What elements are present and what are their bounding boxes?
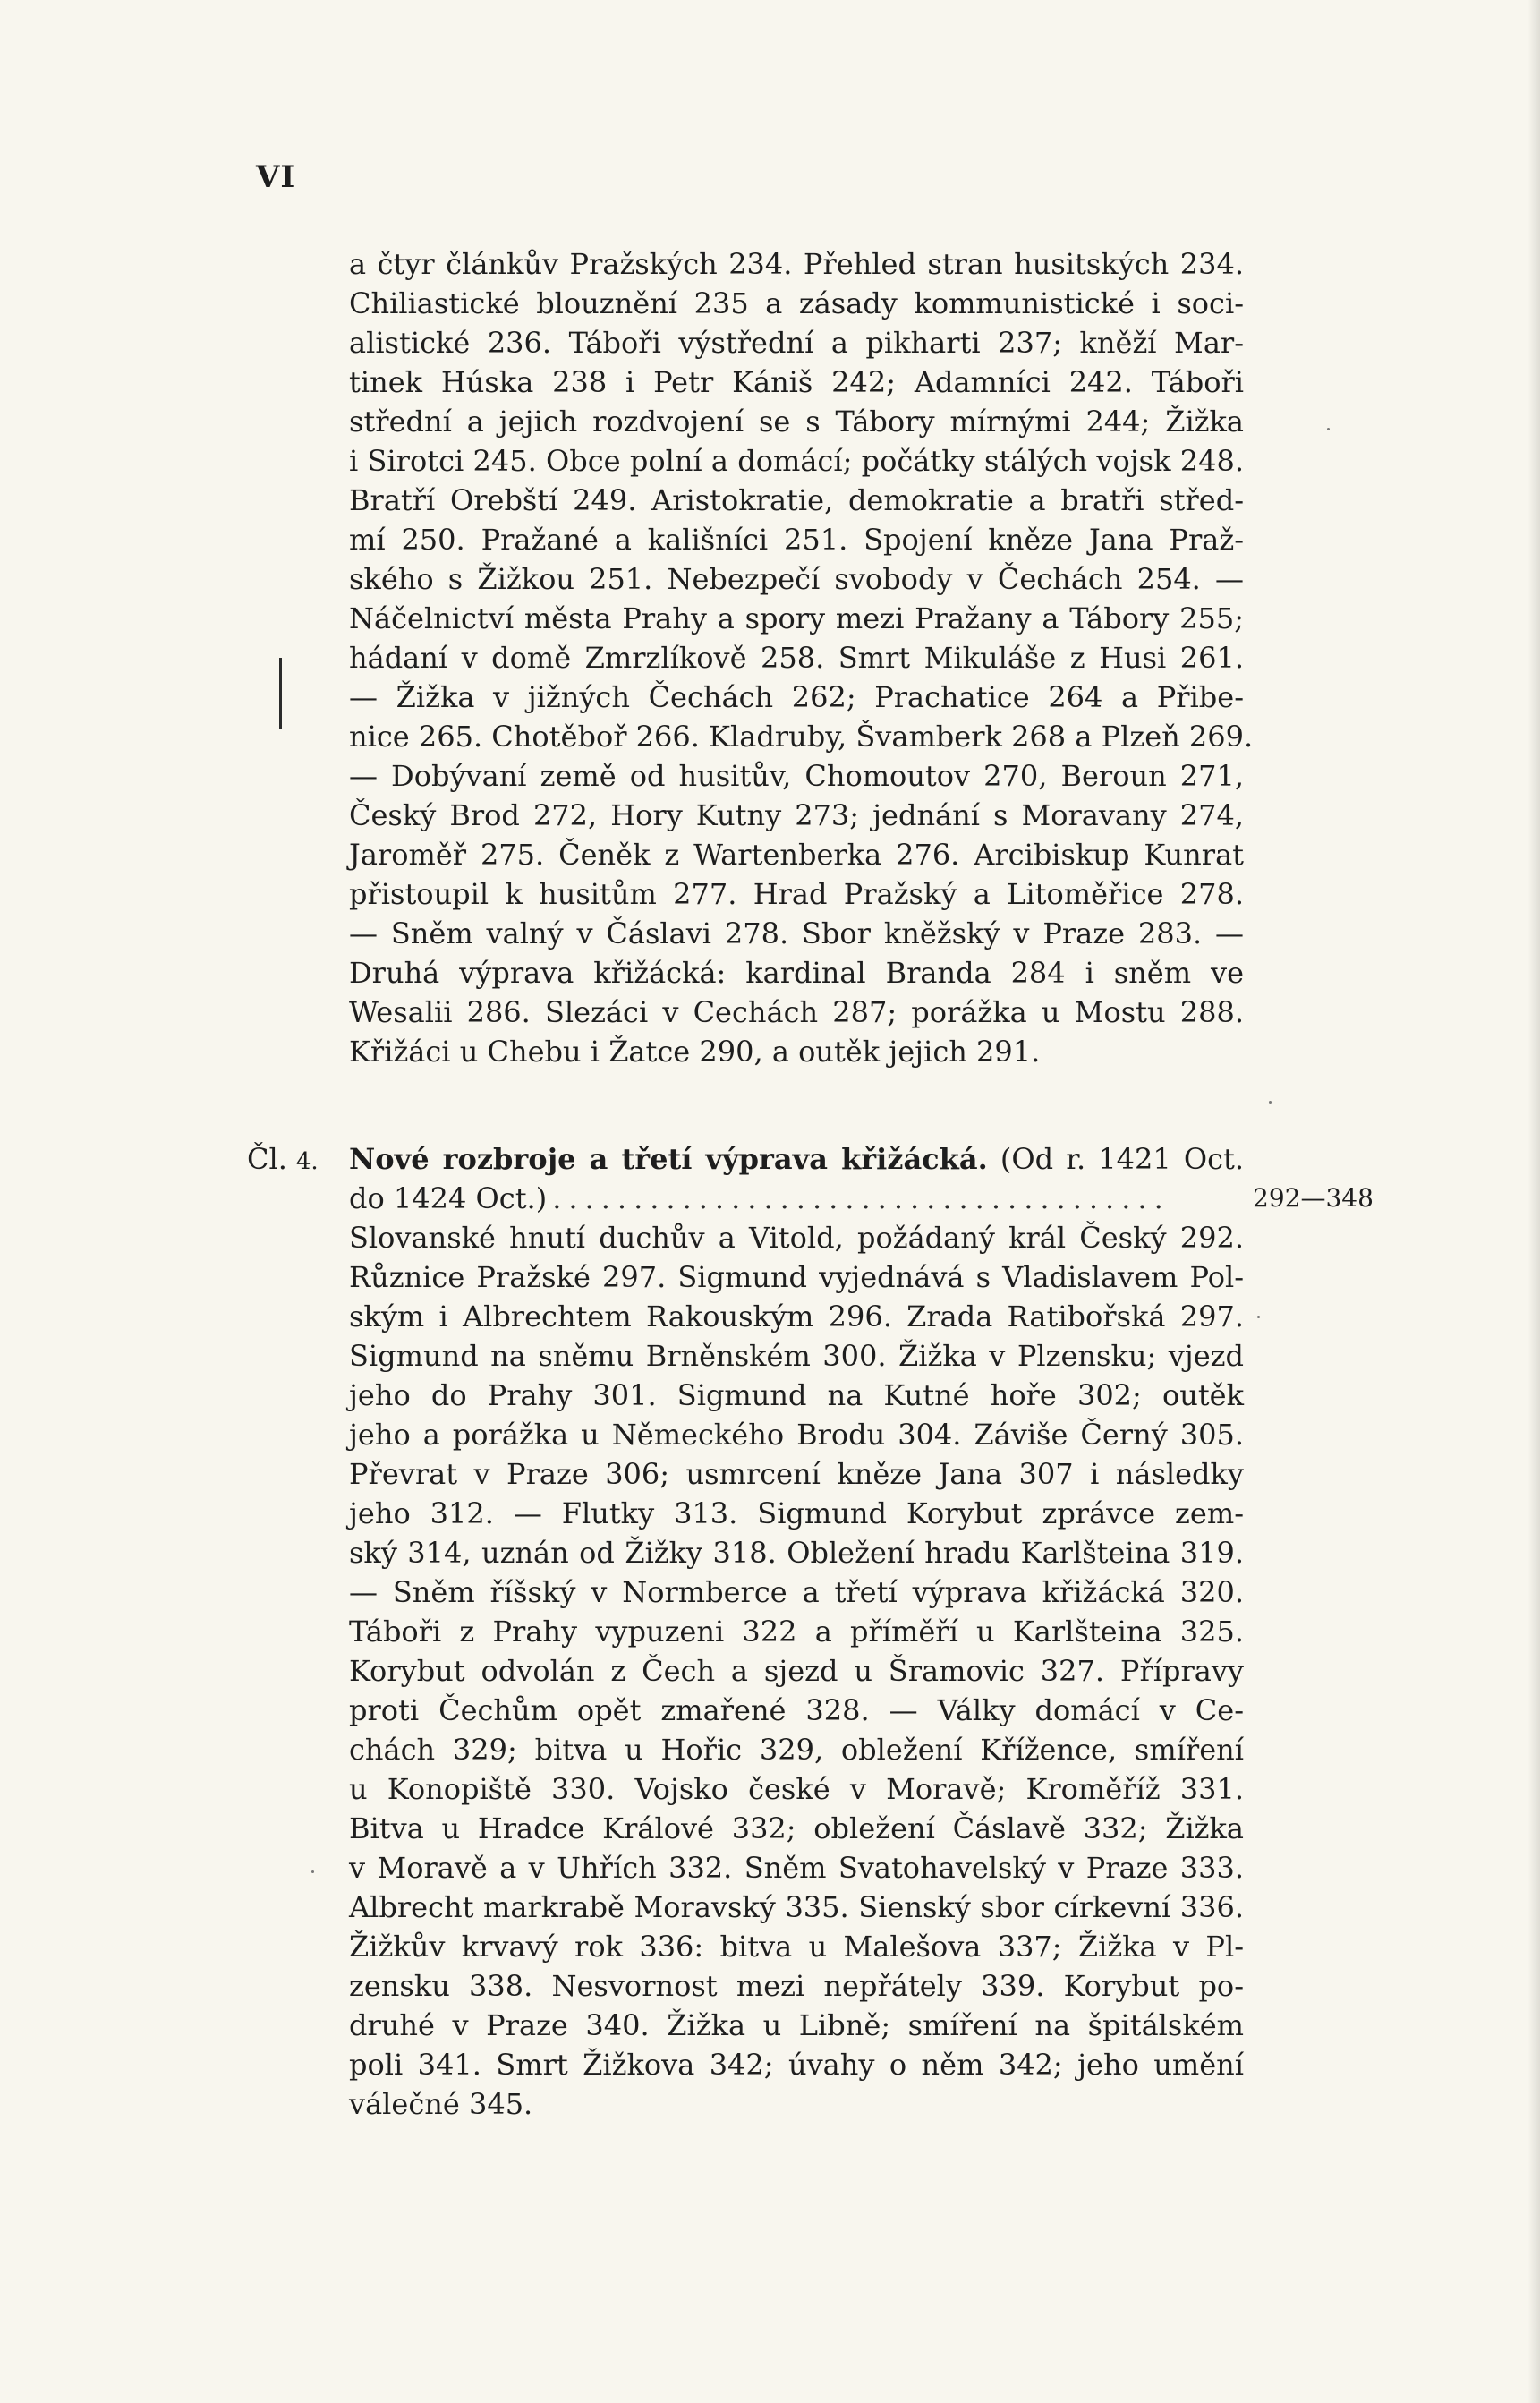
text-line: — Sněm valný v Čáslavi 278. Sbor kněžský v Praze 283. —: [349, 916, 1244, 950]
continuation-paragraph: [349, 244, 1254, 1071]
chapter-date-line: [349, 1179, 1244, 1218]
text-line: přistoupil k husitům 277. Hrad Pražský a Litoměřice 278.: [349, 877, 1244, 911]
text-line: proti Čechům opět zmařené 328. — Války domácí v Ce-: [349, 1693, 1244, 1727]
text-line: ským i Albrechtem Rakouským 296. Zrada Ratibořská 297.: [349, 1299, 1244, 1334]
text-line: Bitva u Hradce Králové 332; obležení Čáslavě 332; Žižka: [349, 1811, 1244, 1845]
text-line: Táboři z Prahy vypuzeni 322 a příměří u Karlšteina 325.: [349, 1615, 1244, 1649]
text-line: Náčelnictví města Prahy a spory mezi Pražany a Tábory 255;: [349, 601, 1244, 635]
text-line: zensku 338. Nesvornost mezi nepřátely 339. Korybut po-: [349, 1969, 1244, 2003]
page-number: VI: [256, 159, 296, 195]
text-line: Bratří Orebští 249. Aristokratie, demokratie a bratři střed-: [349, 483, 1244, 517]
text-line: — Žižka v jižných Čechách 262; Prachatice 264 a Přibe-: [349, 680, 1244, 714]
text-line: chách 329; bitva u Hořic 329, obležení Křížence, smíření: [349, 1733, 1244, 1767]
text-line: — Dobývaní země od husitův, Chomoutov 270, Beroun 271,: [349, 759, 1244, 793]
chapter-label: [247, 1139, 319, 1181]
text-line: Různice Pražské 297. Sigmund vyjednává s Vladislavem Pol-: [349, 1260, 1244, 1294]
text-line: Převrat v Praze 306; usmrcení kněze Jana 307 i následky: [349, 1457, 1244, 1491]
paper-speck: [311, 1870, 314, 1873]
margin-mark: [279, 658, 282, 729]
text-line: ský 314, uznán od Žižky 318. Obležení hradu Karlšteina 319.: [349, 1536, 1244, 1570]
paper-speck: [1327, 428, 1330, 430]
page-edge-shadow: [1527, 0, 1540, 2403]
text-line: Jaroměř 275. Čeněk z Wartenberka 276. Arcibiskup Kunrat: [349, 838, 1244, 872]
chapter-title: Nové rozbroje a třetí výprava křižácká.: [349, 1142, 988, 1176]
text-line: u Konopiště 330. Vojsko české v Moravě; Kroměříž 331.: [349, 1772, 1244, 1806]
text-line: Korybut odvolán z Čech a sjezd u Šramovic 327. Přípravy: [349, 1654, 1244, 1688]
text-line: Slovanské hnutí duchův a Vitold, požádaný král Český 292.: [349, 1221, 1244, 1255]
chapter-date-start: (Od r. 1421 Oct.: [1000, 1142, 1245, 1176]
chapter-heading-line: [349, 1139, 1244, 1179]
text-line: Druhá výprava křižácká: kardinal Branda 284 i sněm ve: [349, 956, 1244, 990]
text-line: Žižkův krvavý rok 336: bitva u Malešova 337; Žižka v Pl-: [349, 1930, 1244, 1964]
paper-speck: [1269, 1101, 1272, 1104]
text-line: Wesalii 286. Slezáci v Cechách 287; porážka u Mostu 288.: [349, 995, 1244, 1029]
text-line: Český Brod 272, Hory Kutny 273; jednání s Moravany 274,: [349, 798, 1244, 832]
text-line: i Sirotci 245. Obce polní a domácí; počátky stálých vojsk 248.: [349, 444, 1244, 478]
text-line: střední a jejich rozdvojení se s Tábory mírnými 244; Žižka: [349, 405, 1244, 439]
chapter-date-end: do 1424 Oct.): [349, 1181, 548, 1215]
text-line: poli 341. Smrt Žižkova 342; úvahy o něm 342; jeho umění: [349, 2048, 1244, 2082]
text-line: Chiliastické blouznění 235 a zásady kommunistické i soci-: [349, 286, 1244, 320]
text-line: a čtyr článkův Pražských 234. Přehled stran husitských 234.: [349, 247, 1244, 281]
text-line: válečné 345.: [349, 2087, 533, 2121]
chapter-page-range: 292—348: [1253, 1183, 1374, 1213]
text-line: alistické 236. Táboři výstřední a pikharti 237; kněží Mar-: [349, 326, 1244, 360]
text-line: druhé v Praze 340. Žižka u Libně; smíření na špitálském: [349, 2008, 1244, 2042]
paper-speck: [1257, 1316, 1260, 1318]
text-line: Křižáci u Chebu i Žatce 290, a outěk jejich 291.: [349, 1035, 1041, 1069]
text-line: Sigmund na sněmu Brněnském 300. Žižka v Plzensku; vjezd: [349, 1339, 1244, 1373]
chapter-number: 4.: [295, 1148, 319, 1175]
text-line: nice 265. Chotěboř 266. Kladruby, Švamberk 268 a Plzeň 269.: [349, 720, 1254, 754]
text-line: hádaní v domě Zmrzlíkově 258. Smrt Mikuláše z Husi 261.: [349, 641, 1244, 675]
text-line: jeho 312. — Flutky 313. Sigmund Korybut zprávce zem-: [349, 1496, 1244, 1530]
text-line: — Sněm říšský v Normberce a třetí výprava křižácká 320.: [349, 1575, 1244, 1609]
dot-leaders: ......................................: [552, 1181, 1170, 1215]
chapter-prefix: Čl.: [247, 1142, 287, 1176]
text-line: v Moravě a v Uhřích 332. Sněm Svatohavelský v Praze 333.: [349, 1851, 1244, 1885]
text-line: Albrecht markrabě Moravský 335. Sienský sbor církevní 336.: [349, 1890, 1244, 1924]
text-line: mí 250. Pražané a kališníci 251. Spojení kněze Jana Praž-: [349, 523, 1244, 557]
text-line: jeho do Prahy 301. Sigmund na Kutné hoře 302; outěk: [349, 1378, 1244, 1412]
text-line: jeho a porážka u Německého Brodu 304. Záviše Černý 305.: [349, 1418, 1244, 1452]
text-line: tinek Húska 238 i Petr Kániš 242; Adamníci 242. Táboři: [349, 365, 1244, 399]
text-line: ského s Žižkou 251. Nebezpečí svobody v Čechách 254. —: [349, 562, 1244, 596]
chapter-body: [349, 1139, 1244, 2124]
